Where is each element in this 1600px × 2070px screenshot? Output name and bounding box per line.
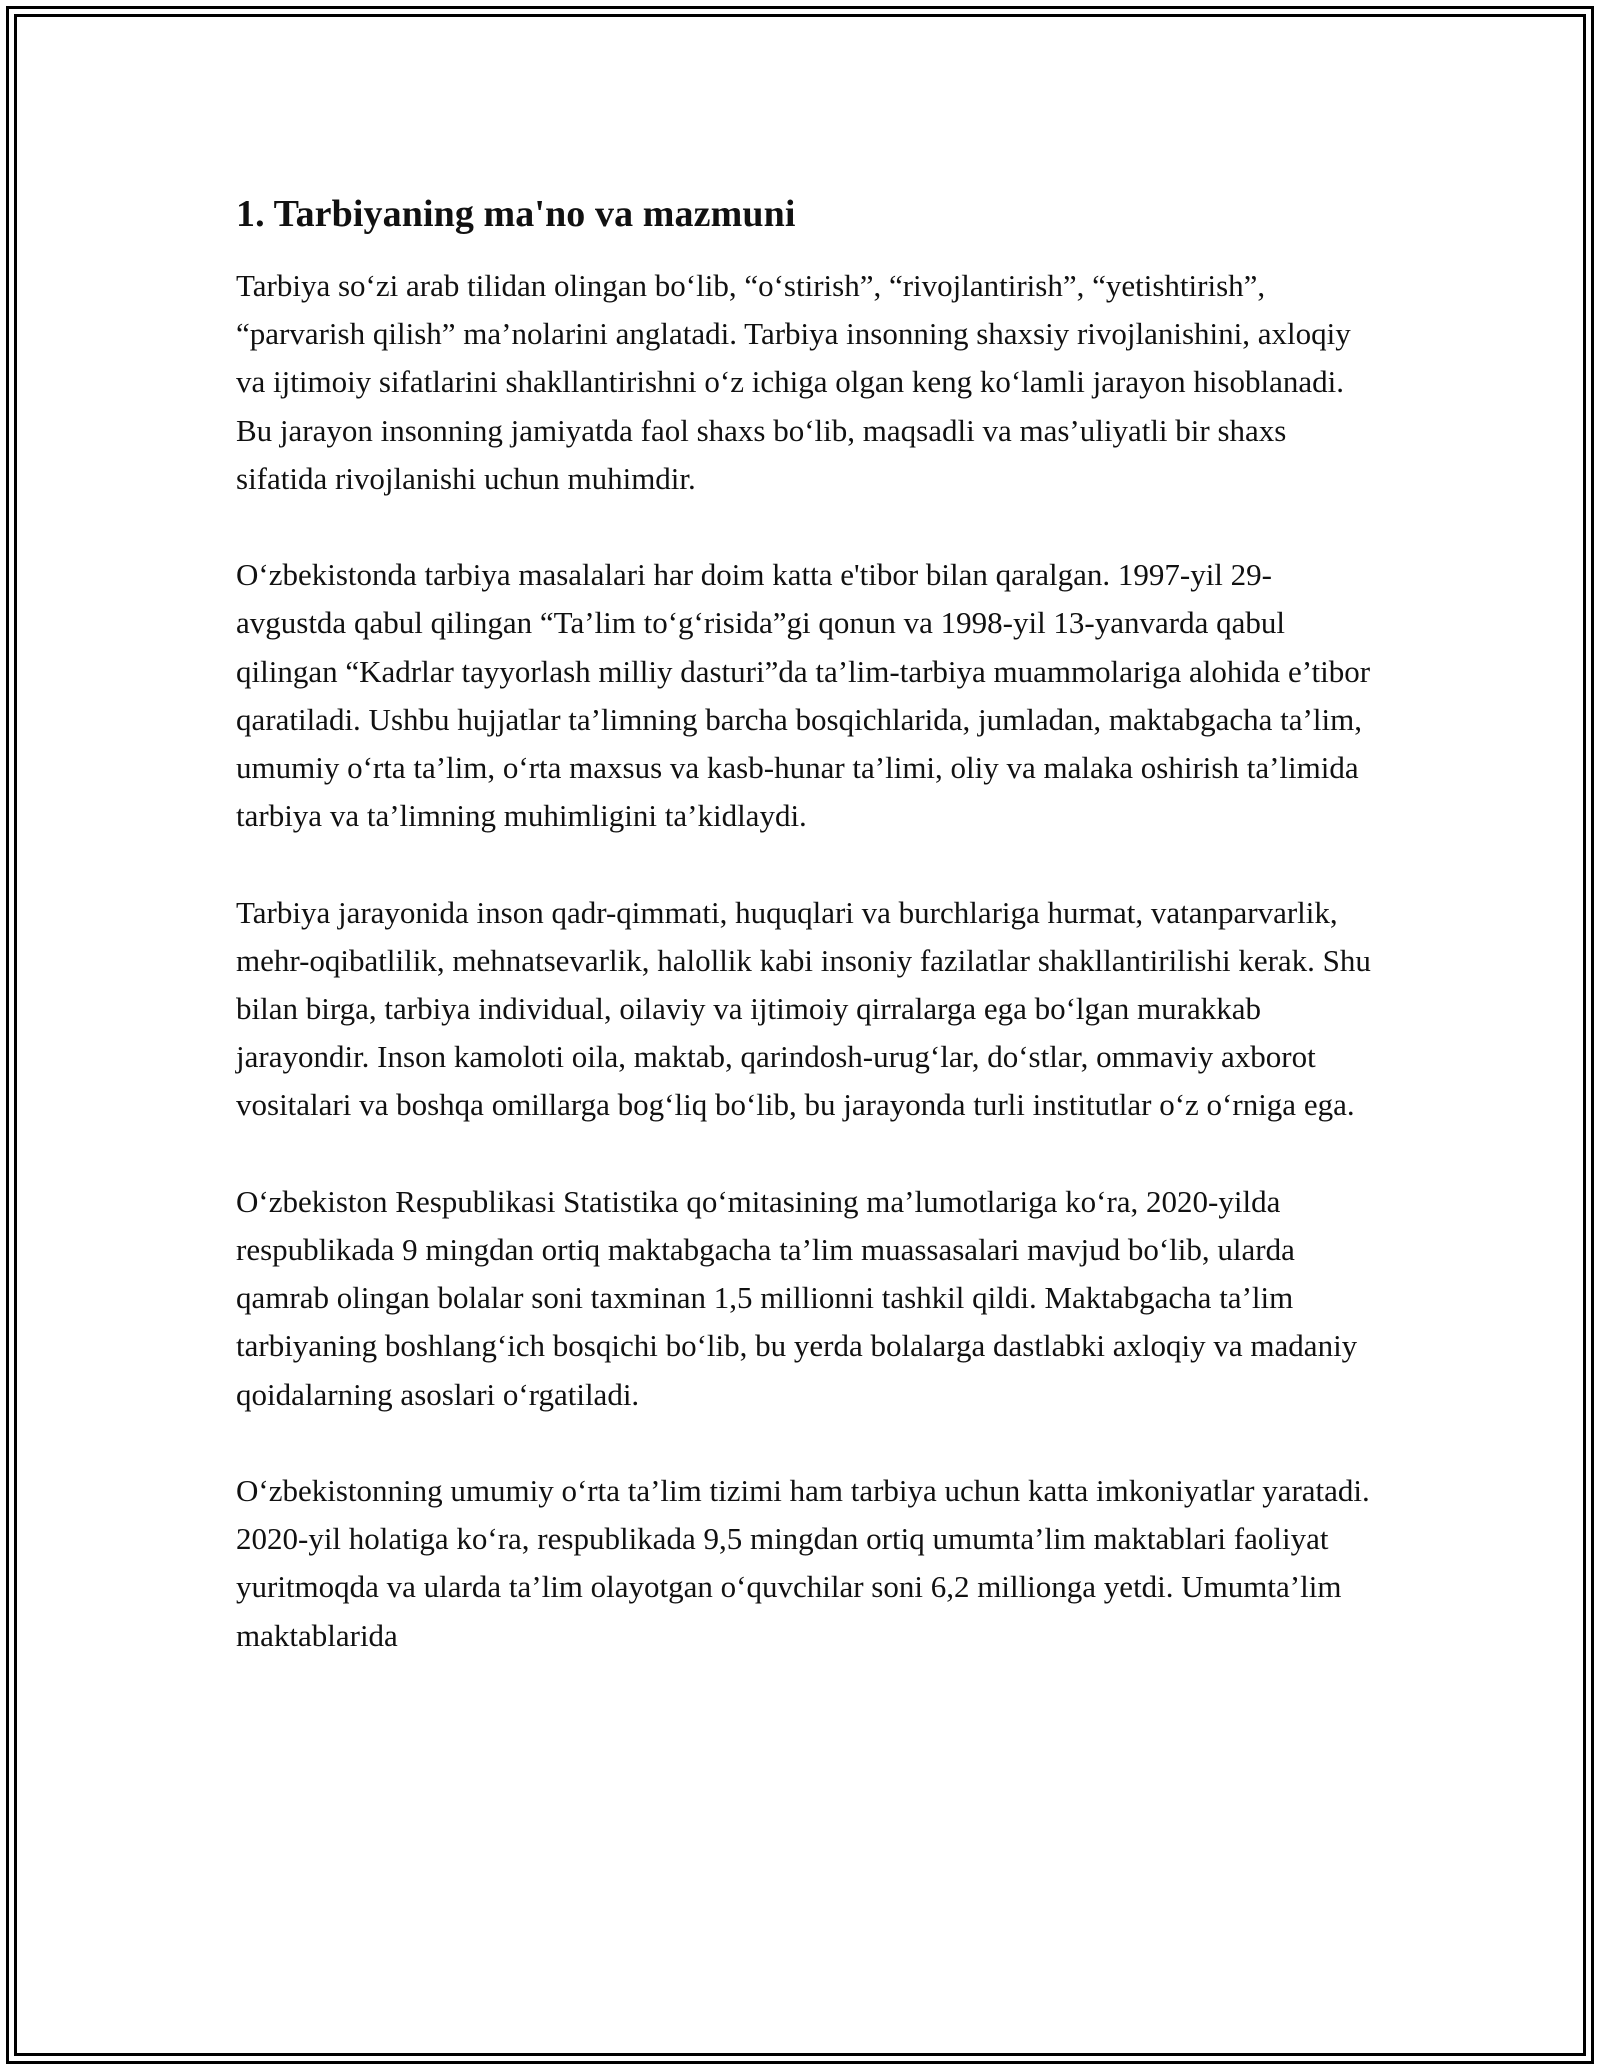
section-heading: 1. Tarbiyaning ma'no va mazmuni (236, 193, 796, 235)
document-body (236, 190, 1376, 1660)
paragraph-4: O‘zbekiston Respublikasi Statistika qo‘mitasining ma’lumotlariga ko‘ra, 2020-yilda respublikada 9 mingdan ortiq maktabgacha ta’lim muassasalari mavjud bo‘lib, ularda qamrab olingan bolalar soni taxminan 1,5 millionni tashkil qildi. Maktabgacha ta’lim tarbiyaning boshlang‘ich bosqichi bo‘lib, bu yerda bolalarga dastlabki axloqiy va madaniy qoidalarning asoslari o‘rgatiladi. (236, 1183, 1358, 1412)
paragraph-2: O‘zbekistonda tarbiya masalalari har doim katta e'tibor bilan qaralgan. 1997-yil 29-avgustda qabul qilingan “Ta’lim to‘g‘risida”gi qonun va 1998-yil 13-yanvarda qabul qilingan “Kadrlar tayyorlash milliy dasturi”da ta’lim-tarbiya muammolariga alohida e’tibor qaratiladi. Ushbu hujjatlar ta’limning barcha bosqichlarida, jumladan, maktabgacha ta’lim, umumiy o‘rta ta’lim, o‘rta maxsus va kasb-hunar ta’limi, oliy va malaka oshirish ta’limida tarbiya va ta’limning muhimligini ta’kidlaydi. (236, 557, 1371, 834)
paragraph-1: Tarbiya so‘zi arab tilidan olingan bo‘lib, “o‘stirish”, “rivojlantirish”, “yetishtirish”, “parvarish qilish” ma’nolarini anglatadi. Tarbiya insonning shaxsiy rivojlanishini, axloqiy va ijtimoiy sifatlarini shakllantirishni o‘z ichiga olgan keng ko‘lamli jarayon hisoblanadi. Bu jarayon insonning jamiyatda faol shaxs bo‘lib, maqsadli va mas’uliyatli bir shaxs sifatida rivojlanishi uchun muhimdir. (236, 268, 1351, 496)
paragraph-5: O‘zbekistonning umumiy o‘rta ta’lim tizimi ham tarbiya uchun katta imkoniyatlar yaratadi. 2020-yil holatiga ko‘ra, respublikada 9,5 mingdan ortiq umumta’lim maktablari faoliyat yuritmoqda va ularda ta’lim olayotgan o‘quvchilar soni 6,2 millionga yetdi. Umumta’lim maktablarida (236, 1473, 1370, 1653)
paragraph-3: Tarbiya jarayonida inson qadr-qimmati, huquqlari va burchlariga hurmat, vatanparvarlik, mehr-oqibatlilik, mehnatsevarlik, halollik kabi insoniy fazilatlar shakllantirilishi kerak. Shu bilan birga, tarbiya individual, oilaviy va ijtimoiy qirralarga ega bo‘lgan murakkab jarayondir. Inson kamoloti oila, maktab, qarindosh-urug‘lar, do‘stlar, ommaviy axborot vositalari va boshqa omillarga bog‘liq bo‘lib, bu jarayonda turli institutlar o‘z o‘rniga ega. (236, 894, 1371, 1123)
